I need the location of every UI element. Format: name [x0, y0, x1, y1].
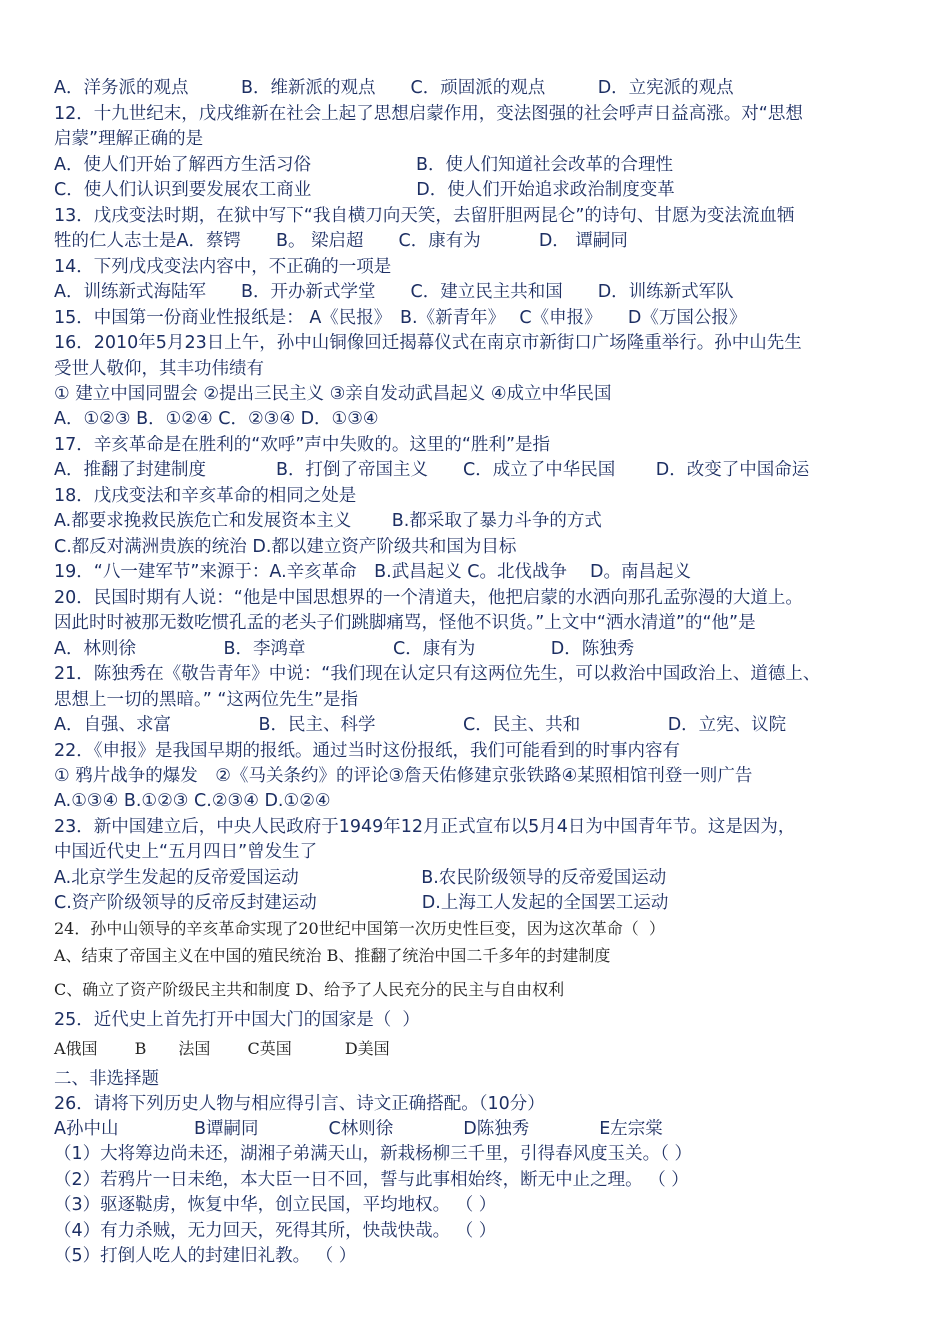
q12-options-cd: C．使人们认识到要发展农工商业 D．使人们开始追求政治制度变革: [54, 180, 675, 200]
q12-stem-cont: 启蒙”理解正确的是: [54, 129, 204, 149]
q16-statements: ① 建立中国同盟会 ②提出三民主义 ③亲自发动武昌起义 ④成立中华民国: [54, 384, 612, 404]
q22-options: A.①③④ B.①②③ C.②③④ D.①②④: [54, 791, 331, 811]
q21-stem: 21．陈独秀在《敬告青年》中说：“我们现在认定只有这两位先生，可以救治中国政治上、道德上、: [54, 664, 821, 684]
q23-stem-cont: 中国近代史上“五月四日”曾发生了: [54, 842, 318, 862]
q20-options: A．林则徐 B．李鸿章 C．康有为 D．陈独秀: [54, 639, 635, 659]
q20-stem-cont: 因此时时被那无数吃惯孔孟的老头子们跳脚痛骂，怪他不识货。”上文中“洒水清道”的“他”是: [54, 613, 756, 633]
q15-stem-options: 15．中国第一份商业性报纸是： A《民报》 B.《新青年》 C《申报》 D《万国公报》: [54, 308, 747, 328]
q24-stem: 24．孙中山领导的辛亥革命实现了20世纪中国第一次历史性巨变，因为这次革命（ ）: [54, 919, 665, 938]
q19-stem-options: 19．“八一建军节”来源于：A.辛亥革命 B.武昌起义 C。北伐战争 D。南昌起义: [54, 562, 692, 582]
q17-stem: 17．辛亥革命是在胜利的“欢呼”声中失败的。这里的“胜利”是指: [54, 435, 551, 455]
q12-stem: 12．十九世纪末，戊戌维新在社会上起了思想启蒙作用，变法图强的社会呼声日益高涨。对“思想: [54, 104, 803, 124]
q24-options-ab: A、结束了帝国主义在中国的殖民统治 B、推翻了统治中国二千多年的封建制度: [54, 946, 611, 965]
q26-people: A孙中山 B谭嗣同 C林则徐 D陈独秀 E左宗棠: [54, 1119, 663, 1139]
q22-stem: 22．《申报》是我国早期的报纸。通过当时这份报纸，我们可能看到的时事内容有: [54, 741, 681, 761]
q13-stem: 13．戊戌变法时期，在狱中写下“我自横刀向天笑，去留肝胆两昆仑”的诗句、甘愿为变法流血牺: [54, 206, 795, 226]
q12-options-ab: A．使人们开始了解西方生活习俗 B．使人们知道社会改革的合理性: [54, 155, 673, 175]
section-heading-non-choice: 二、非选择题: [54, 1069, 159, 1089]
q26-item-4: （4）有力杀贼，无力回天，死得其所，快哉快哉。 （ ）: [54, 1221, 497, 1241]
q25-stem: 25．近代史上首先打开中国大门的国家是（ ）: [54, 1010, 420, 1030]
q26-item-3: （3）驱逐鞑虏，恢复中华，创立民国，平均地权。 （ ）: [54, 1195, 497, 1215]
q18-options-cd: C.都反对满洲贵族的统治 D.都以建立资产阶级共和国为目标: [54, 537, 517, 557]
q20-stem: 20．民国时期有人说：“他是中国思想界的一个清道夫，他把启蒙的水洒向那孔孟弥漫的大道上。: [54, 588, 803, 608]
q23-stem: 23．新中国建立后，中央人民政府于1949年12月正式宣布以5月4日为中国青年节。这是因为，: [54, 817, 796, 837]
q21-stem-cont: 思想上一切的黑暗。” “这两位先生”是指: [54, 690, 359, 710]
q14-stem: 14．下列戊戌变法内容中，不正确的一项是: [54, 257, 392, 277]
q16-options: A．①②③ B．①②④ C．②③④ D．①③④: [54, 409, 379, 429]
q16-stem-cont: 受世人敬仰，其丰功伟绩有: [54, 359, 264, 379]
q24-options-cd: C、确立了资产阶级民主共和制度 D、给予了人民充分的民主与自由权利: [54, 980, 565, 999]
q23-options-cd: C.资产阶级领导的反帝反封建运动 D.上海工人发起的全国罢工运动: [54, 893, 669, 913]
q26-stem: 26．请将下列历史人物与相应得引言、诗文正确搭配。（10分）: [54, 1094, 545, 1114]
q18-options-ab: A.都要求挽救民族危亡和发展资本主义 B.都采取了暴力斗争的方式: [54, 511, 602, 531]
q26-item-5: （5）打倒人吃人的封建旧礼教。 （ ）: [54, 1246, 357, 1266]
q26-item-2: （2）若鸦片一日未绝，本大臣一日不回，誓与此事相始终，断无中止之理。 （ ）: [54, 1170, 689, 1190]
q21-options: A．自强、求富 B．民主、科学 C．民主、共和 D．立宪、议院: [54, 715, 787, 735]
q25-options: A俄国 B 法国 C英国 D美国: [54, 1039, 390, 1058]
q18-stem: 18．戊戌变法和辛亥革命的相同之处是: [54, 486, 357, 506]
q17-options: A．推翻了封建制度 B．打倒了帝国主义 C．成立了中华民国 D．改变了中国命运: [54, 460, 810, 480]
q16-stem: 16．2010年5月23日上午，孙中山铜像回迁揭幕仪式在南京市新街口广场隆重举行。孙中山先生: [54, 333, 802, 353]
q22-statements: ① 鸦片战争的爆发 ②《马关条约》的评论③詹天佑修建京张铁路④某照相馆刊登一则广告: [54, 766, 753, 786]
q11-options: A．洋务派的观点 B．维新派的观点 C．顽固派的观点 D．立宪派的观点: [54, 78, 734, 98]
q26-item-1: （1）大将筹边尚未还，湖湘子弟满天山，新栽杨柳三千里，引得春风度玉关。（ ）: [54, 1144, 692, 1164]
q14-options: A．训练新式海陆军 B．开办新式学堂 C．建立民主共和国 D．训练新式军队: [54, 282, 734, 302]
q23-options-ab: A.北京学生发起的反帝爱国运动 B.农民阶级领导的反帝爱国运动: [54, 868, 667, 888]
q13-options: 牲的仁人志士是A．蔡锷 B。 梁启超 C．康有为 D． 谭嗣同: [54, 231, 628, 251]
